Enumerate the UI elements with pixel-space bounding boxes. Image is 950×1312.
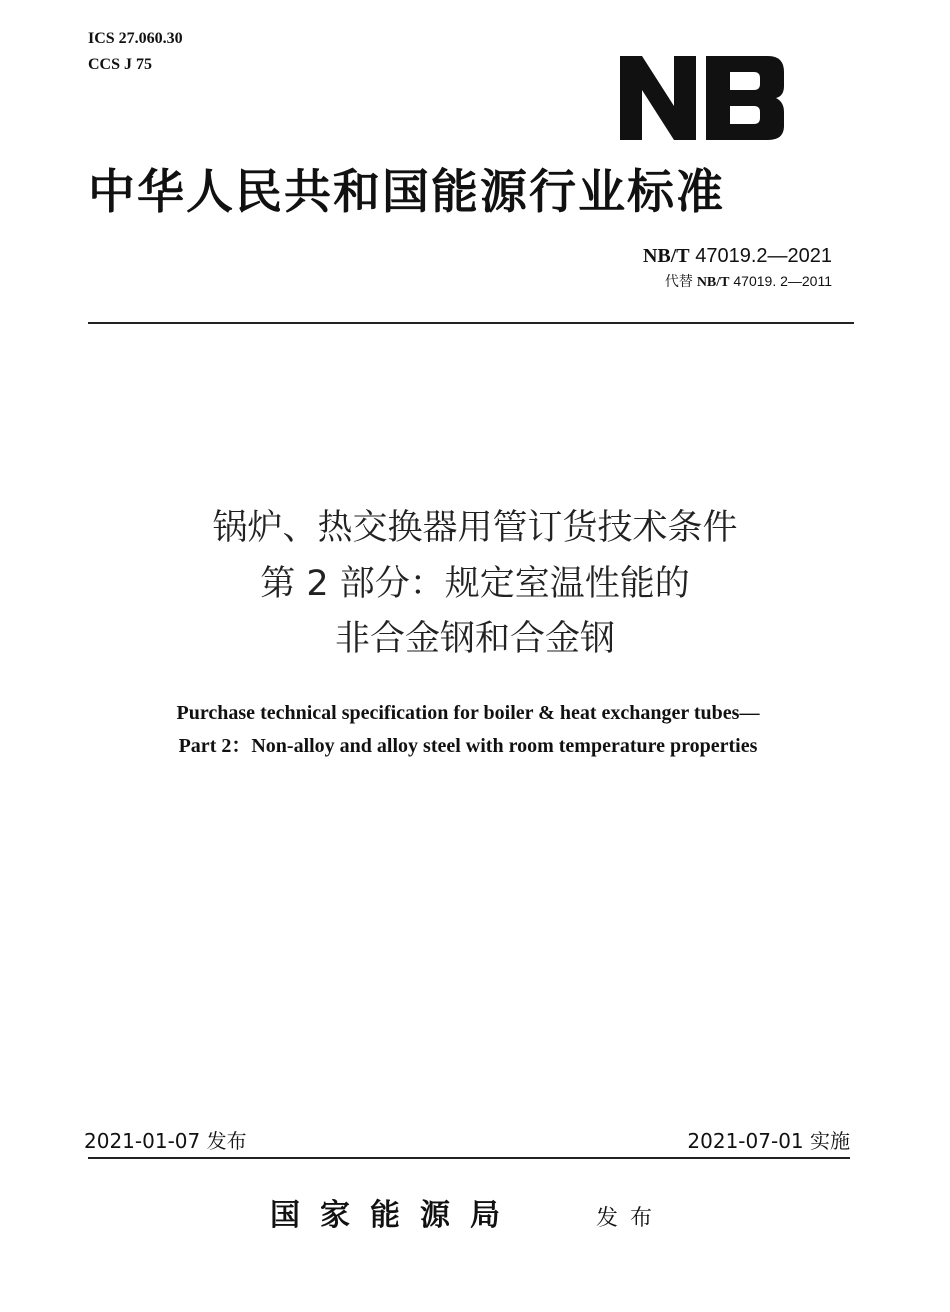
footer-divider [88,1157,850,1159]
en-title-line-2: Part 2：Non-alloy and alloy steel with room temperature properties [178,735,758,757]
ccs-code: CCS J 75 [88,56,153,73]
replaces-standard [665,272,832,292]
replaces-prefix: NB/T [696,275,730,290]
issue-date: 2021-01-07 发布 [84,1129,247,1153]
implementation-date: 2021-07-01 实施 [687,1129,850,1153]
publisher-name: 国家能源局 [270,1198,520,1233]
standard-number-value: 47019.2—2021 [695,245,832,267]
replaces-number: 47019. 2—2011 [733,273,832,289]
cn-title-line-2: 第 2 部分：规定室温性能的 [260,564,690,604]
publisher-action: 发布 [596,1206,665,1231]
en-title-line-1: Purchase technical specification for boiler & heat exchanger tubes— [176,702,760,724]
replaces-label: 代替 [664,273,693,289]
nb-logo-graphic [618,54,786,142]
nb-logo [618,54,786,142]
cn-title-line-1: 锅炉、热交换器用管订货技术条件 [212,508,738,548]
ics-code: ICS 27.060.30 [88,30,183,47]
standard-number [643,244,832,268]
standard-number-prefix: NB/T [642,245,690,267]
cn-title-line-3: 非合金钢和合金钢 [334,619,615,659]
standard-category-title: 中华人民共和国能源行业标准 [88,165,725,220]
header-divider [88,322,854,324]
